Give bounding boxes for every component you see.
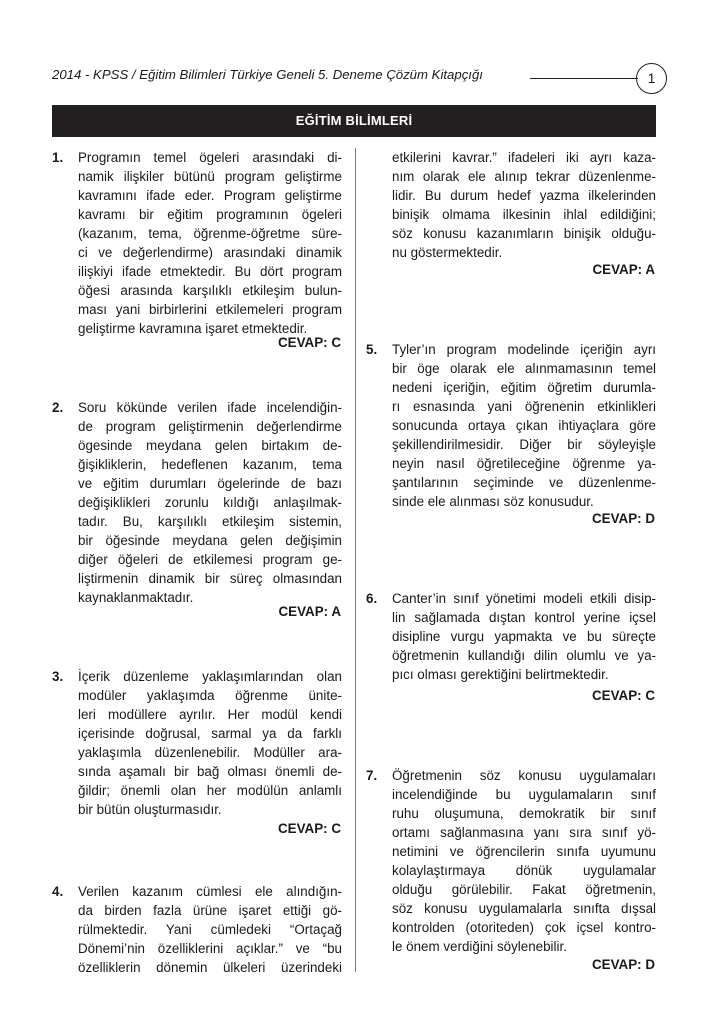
text-line: da birden fazla ürüne işaret ettiği gö- bbox=[78, 903, 342, 918]
text-line: sinde ele alınması söz konusudur. bbox=[392, 494, 594, 509]
question-number: 2. bbox=[52, 400, 64, 415]
text-line: ması yani birbirlerini etkilemeleri program bbox=[78, 302, 342, 317]
page-number-badge: 1 bbox=[636, 63, 667, 94]
text-line: disipline vurgu yapmakta ve bu süreçte bbox=[392, 629, 656, 644]
text-line: Tyler’ın program modelinde içeriğin ayrı bbox=[392, 342, 656, 357]
text-line: leri modüllere ayrılır. Her modül kendi bbox=[78, 707, 342, 722]
text-line: nedeni içeriğin, eğitim öğretim durumla- bbox=[392, 380, 656, 395]
text-line: ögesinde meydana gelen birtakım de- bbox=[78, 438, 342, 453]
text-line: bir öğesinde meydana gelen değişimin bbox=[78, 533, 342, 548]
text-line: etkilerini kavrar.” ifadeleri iki ayrı kaza- bbox=[392, 150, 656, 165]
question-text bbox=[392, 589, 656, 684]
answer-5: CEVAP: D bbox=[592, 511, 655, 526]
text-line: rı esnasında yani öğrenenin etkinlikleri bbox=[392, 399, 656, 414]
text-line: Öğretmenin söz konusu uygulamaları bbox=[392, 768, 656, 783]
text-line: öğretmenin kullandığı dilin olumlu ve ya- bbox=[392, 648, 656, 663]
text-line: Soru kökünde verilen ifade incelendiğin- bbox=[78, 400, 342, 415]
text-line: lidir. Bu durum hedef yazma ilkelerinden bbox=[392, 188, 656, 203]
text-line: kontrolden (otoriteden) çok içsel kontro- bbox=[392, 920, 656, 935]
text-line: namik ilişkiler bütünü program geliştirme bbox=[78, 169, 342, 184]
answer-7: CEVAP: D bbox=[592, 957, 655, 972]
text-line: şantılarının seçiminde ve düzenlenme- bbox=[392, 475, 656, 490]
text-line: liştirmenin dinamik bir süreç olmasından bbox=[78, 571, 342, 586]
question-number: 4. bbox=[52, 884, 64, 899]
question-4 bbox=[52, 882, 342, 977]
text-line: kavramı bir eğitim programının ögeleri bbox=[78, 207, 342, 222]
text-line: nu göstermektedir. bbox=[392, 245, 503, 260]
text-line: olduğu görülebilir. Fakat öğretmenin, bbox=[392, 882, 656, 897]
question-text bbox=[392, 340, 656, 511]
text-line: ilişkiyi ifade etmektedir. Bu dört program bbox=[78, 264, 342, 279]
question-number: 3. bbox=[52, 669, 64, 684]
text-line: lin sağlamada dıştan kontrol yerine içsel bbox=[392, 610, 656, 625]
text-line: söz konusu uygulamalarla sınıfta dışsal bbox=[392, 901, 656, 916]
question-1 bbox=[52, 148, 342, 338]
text-line: bir bütün oluşturmasıdır. bbox=[78, 802, 222, 817]
question-number: 1. bbox=[52, 150, 64, 165]
text-line: sonucunda ortaya çıkan ihtiyaçlara göre bbox=[392, 418, 656, 433]
text-line: bir öge olarak ele alınmamasının temel bbox=[392, 361, 656, 376]
text-line: Canter’in sınıf yönetimi modeli etkili disip- bbox=[392, 591, 656, 606]
text-line: le önem verdiğini söylenebilir. bbox=[392, 939, 567, 954]
text-line: rülmektedir. Yani cümledeki “Ortaçağ bbox=[78, 922, 342, 937]
text-line: neyin nasıl öğretileceğine öğrenme ya- bbox=[392, 456, 656, 471]
question-text bbox=[78, 148, 342, 338]
text-line: kavramını ifade eder. Program geliştirme bbox=[78, 188, 342, 203]
text-line: şekillendirilmesidir. Diğer bir söyleyişle bbox=[392, 437, 656, 452]
answer-6: CEVAP: C bbox=[592, 688, 655, 703]
text-line: söz konusu kazanımların binişik olduğu- bbox=[392, 226, 656, 241]
text-line: ğildir; önemli olan her modülün anlamlı bbox=[78, 783, 342, 798]
text-line: diğer öğeleri de etkilemesi program ge- bbox=[78, 552, 342, 567]
text-line: kolaylaştırmaya dönük uygulamalar bbox=[392, 863, 656, 878]
question-5 bbox=[366, 340, 656, 511]
text-line: (kazanım, tema, öğrenme-öğretme süre- bbox=[78, 226, 342, 241]
text-line: ve eğitim durumları ögelerinde de bazı bbox=[78, 476, 342, 491]
question-3 bbox=[52, 667, 342, 819]
text-line: Programın temel ögeleri arasındaki di- bbox=[78, 150, 342, 165]
answer-2: CEVAP: A bbox=[278, 604, 341, 619]
text-line: içerisinde doğrusal, sarmal ya da farklı bbox=[78, 726, 342, 741]
text-line: özelliklerin dönemin ülkeleri üzerindeki bbox=[78, 960, 342, 975]
question-2 bbox=[52, 398, 342, 607]
question-text bbox=[78, 882, 342, 977]
text-line: ci ve değerlendirme) arasındaki dinamik bbox=[78, 245, 342, 260]
question-text bbox=[392, 766, 656, 956]
question-text bbox=[78, 398, 342, 607]
text-line: pıcı olması gerektiğini belirtmektedir. bbox=[392, 667, 609, 682]
question-4-continued bbox=[366, 148, 656, 262]
question-text bbox=[78, 667, 342, 819]
answer-1: CEVAP: C bbox=[278, 335, 341, 350]
text-line: sında aşamalı bir bağ olması önemli de- bbox=[78, 764, 342, 779]
answer-3: CEVAP: C bbox=[278, 821, 341, 836]
text-line: tadır. Bu, karşılıklı etkileşim sistemin, bbox=[78, 514, 342, 529]
column-divider bbox=[355, 148, 356, 972]
text-line: de program geliştirmenin değerlendirme bbox=[78, 419, 342, 434]
text-line: İçerik düzenleme yaklaşımlarından olan bbox=[78, 669, 342, 684]
text-line: ruhu oluşumuna, demokratik bir sınıf bbox=[392, 806, 656, 821]
text-line: geliştirme kavramına işaret etmektedir. bbox=[78, 321, 308, 336]
question-number: 6. bbox=[366, 591, 378, 606]
text-line: binişik olmama ilkesinin ihlal edildiğini; bbox=[392, 207, 656, 222]
text-line: öğesi arasında karşılıklı etkileşim bulun- bbox=[78, 283, 342, 298]
text-line: Dönemi’nin özelliklerini açıklar.” ve “bu bbox=[78, 941, 342, 956]
question-number: 5. bbox=[366, 342, 378, 357]
header-rule bbox=[530, 78, 638, 79]
question-number: 7. bbox=[366, 768, 378, 783]
section-banner: EĞİTİM BİLİMLERİ bbox=[52, 105, 656, 137]
text-line: ortamı sağlanmasına yanı sıra sınıf yö- bbox=[392, 825, 656, 840]
text-line: yaklaşımla düzenlenebilir. Modüller ara- bbox=[78, 745, 342, 760]
text-line: ğişikliklerin, hedeflenen kazanım, tema bbox=[78, 457, 342, 472]
question-7 bbox=[366, 766, 656, 956]
text-line: modüler yaklaşımda öğrenme ünite- bbox=[78, 688, 342, 703]
text-line: nım olarak ele alınıp tekrar düzenlenme- bbox=[392, 169, 656, 184]
answer-4: CEVAP: A bbox=[592, 262, 655, 277]
text-line: değişiklikleri zorunlu kıldığı anlaşılmak- bbox=[78, 495, 342, 510]
document-header-title: 2014 - KPSS / Eğitim Bilimleri Türkiye Geneli 5. Deneme Çözüm Kitapçığı bbox=[52, 67, 483, 82]
text-line: Verilen kazanım cümlesi ele alındığın- bbox=[78, 884, 342, 899]
text-line: kaynaklanmaktadır. bbox=[78, 590, 194, 605]
question-text bbox=[392, 148, 656, 262]
text-line: incelendiğinde bu uygulamaların sınıf bbox=[392, 787, 656, 802]
text-line: netimini ve öğrencilerin sınıfa uyumunu bbox=[392, 844, 656, 859]
question-6 bbox=[366, 589, 656, 684]
